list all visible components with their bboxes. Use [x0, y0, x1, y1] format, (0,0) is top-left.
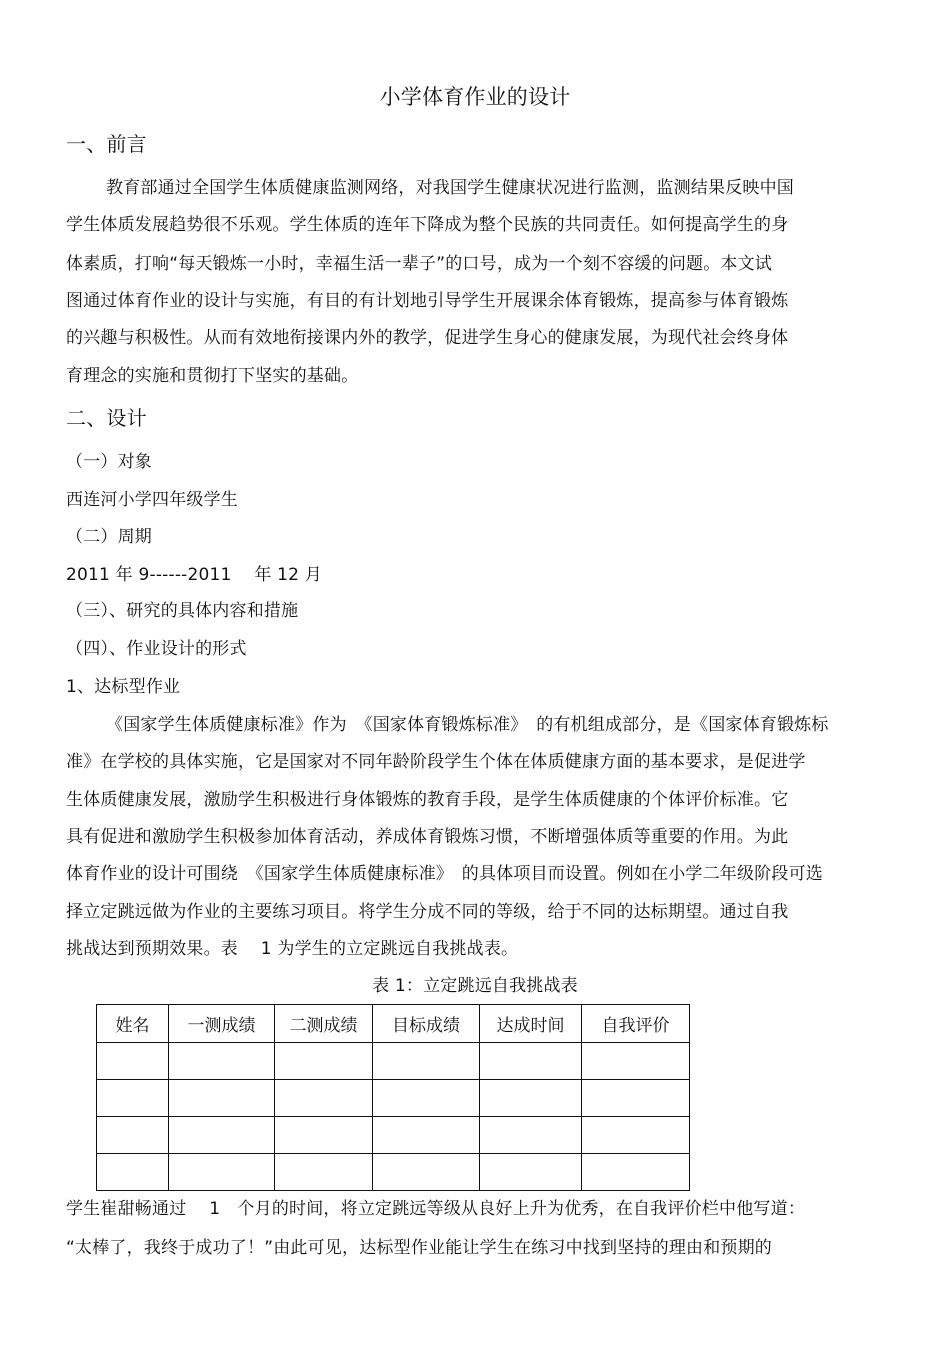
table-cell — [97, 1080, 169, 1117]
target-text: 西连河小学四年级学生 — [66, 490, 238, 510]
period-text: 2011 年 9------2011 年 12 月 — [66, 565, 322, 585]
closing-line: “太棒了，我终于成功了！”由此可见，达标型作业能让学生在练习中找到坚持的理由和预期的 — [66, 1238, 773, 1258]
table-cell — [97, 1154, 169, 1191]
table-row — [97, 1117, 690, 1154]
table-cell — [480, 1117, 582, 1154]
table-cell — [275, 1154, 373, 1191]
column-header: 一测成绩 — [169, 1005, 275, 1043]
paragraph-line: 体素质，打响“每天锻炼一小时，幸福生活一辈子”的口号，成为一个刻不容缓的问题。本文试 — [66, 254, 773, 274]
paragraph-line: 挑战达到预期效果。表 1 为学生的立定跳远自我挑战表。 — [66, 939, 519, 959]
table-row — [97, 1043, 690, 1080]
table-cell — [97, 1117, 169, 1154]
table-cell — [275, 1043, 373, 1080]
section-heading-preface: 一、前言 — [66, 132, 147, 156]
paragraph-line: 体育作业的设计可围绕 《国家学生体质健康标准》 的具体项目而设置。例如在小学二年级阶段可选 — [66, 864, 823, 884]
table-cell — [480, 1043, 582, 1080]
document-title: 小学体育作业的设计 — [379, 85, 571, 109]
table-cell — [480, 1154, 582, 1191]
table-cell — [582, 1043, 690, 1080]
table-cell — [97, 1043, 169, 1080]
table-cell — [373, 1154, 480, 1191]
paragraph-line: 具有促进和激励学生积极参加体育活动，养成体育锻炼习惯，不断增强体质等重要的作用。为此 — [66, 827, 789, 847]
table-row — [97, 1154, 690, 1191]
paragraph-line: 的兴趣与积极性。从而有效地衔接课内外的教学，促进学生身心的健康发展，为现代社会终身体 — [66, 328, 789, 348]
paragraph-line: 生体质健康发展，激励学生积极进行身体锻炼的教育手段，是学生体质健康的个体评价标准。它 — [66, 790, 789, 810]
paragraph-line: 《国家学生体质健康标准》作为 《国家体育锻炼标准》 的有机组成部分，是《国家体育锻炼标 — [106, 715, 829, 735]
table-cell — [275, 1080, 373, 1117]
column-header: 达成时间 — [480, 1005, 582, 1043]
column-header: 目标成绩 — [373, 1005, 480, 1043]
closing-line: 学生崔甜畅通过 1 个月的时间，将立定跳远等级从良好上升为优秀，在自我评价栏中他写道： — [66, 1199, 806, 1219]
section-heading-design: 二、设计 — [66, 406, 147, 430]
table-cell — [373, 1080, 480, 1117]
table-cell — [373, 1043, 480, 1080]
table-caption: 表 1：立定跳远自我挑战表 — [372, 976, 578, 996]
paragraph-line: 准》在学校的具体实施，它是国家对不同年龄阶段学生个体在体质健康方面的基本要求，是促进学 — [66, 752, 806, 772]
column-header: 二测成绩 — [275, 1005, 373, 1043]
table-cell — [582, 1154, 690, 1191]
table-header-row — [97, 1005, 690, 1043]
subheading-target: （一）对象 — [66, 452, 152, 472]
subheading-form: （四）、作业设计的形式 — [66, 639, 247, 659]
table-row — [97, 1080, 690, 1117]
paragraph-line: 育理念的实施和贯彻打下坚实的基础。 — [66, 366, 359, 386]
table-cell — [169, 1117, 275, 1154]
challenge-table — [96, 1004, 690, 1191]
table-cell — [582, 1117, 690, 1154]
subheading-content: （三）、研究的具体内容和措施 — [66, 601, 299, 621]
table-cell — [169, 1080, 275, 1117]
table-cell — [169, 1154, 275, 1191]
item-heading: 1、达标型作业 — [66, 677, 181, 697]
table-cell — [373, 1117, 480, 1154]
subheading-period: （二）周期 — [66, 527, 152, 547]
column-header: 姓名 — [97, 1005, 169, 1043]
paragraph-line: 择立定跳远做为作业的主要练习项目。将学生分成不同的等级，给于不同的达标期望。通过自我 — [66, 902, 789, 922]
paragraph-line: 教育部通过全国学生体质健康监测网络，对我国学生健康状况进行监测，监测结果反映中国 — [106, 178, 794, 198]
table-cell — [480, 1080, 582, 1117]
table-cell — [169, 1043, 275, 1080]
column-header: 自我评价 — [582, 1005, 690, 1043]
paragraph-line: 学生体质发展趋势很不乐观。学生体质的连年下降成为整个民族的共同责任。如何提高学生的身 — [66, 215, 789, 235]
table-cell — [275, 1117, 373, 1154]
paragraph-line: 图通过体育作业的设计与实施，有目的有计划地引导学生开展课余体育锻炼，提高参与体育锻炼 — [66, 291, 789, 311]
table-cell — [582, 1080, 690, 1117]
